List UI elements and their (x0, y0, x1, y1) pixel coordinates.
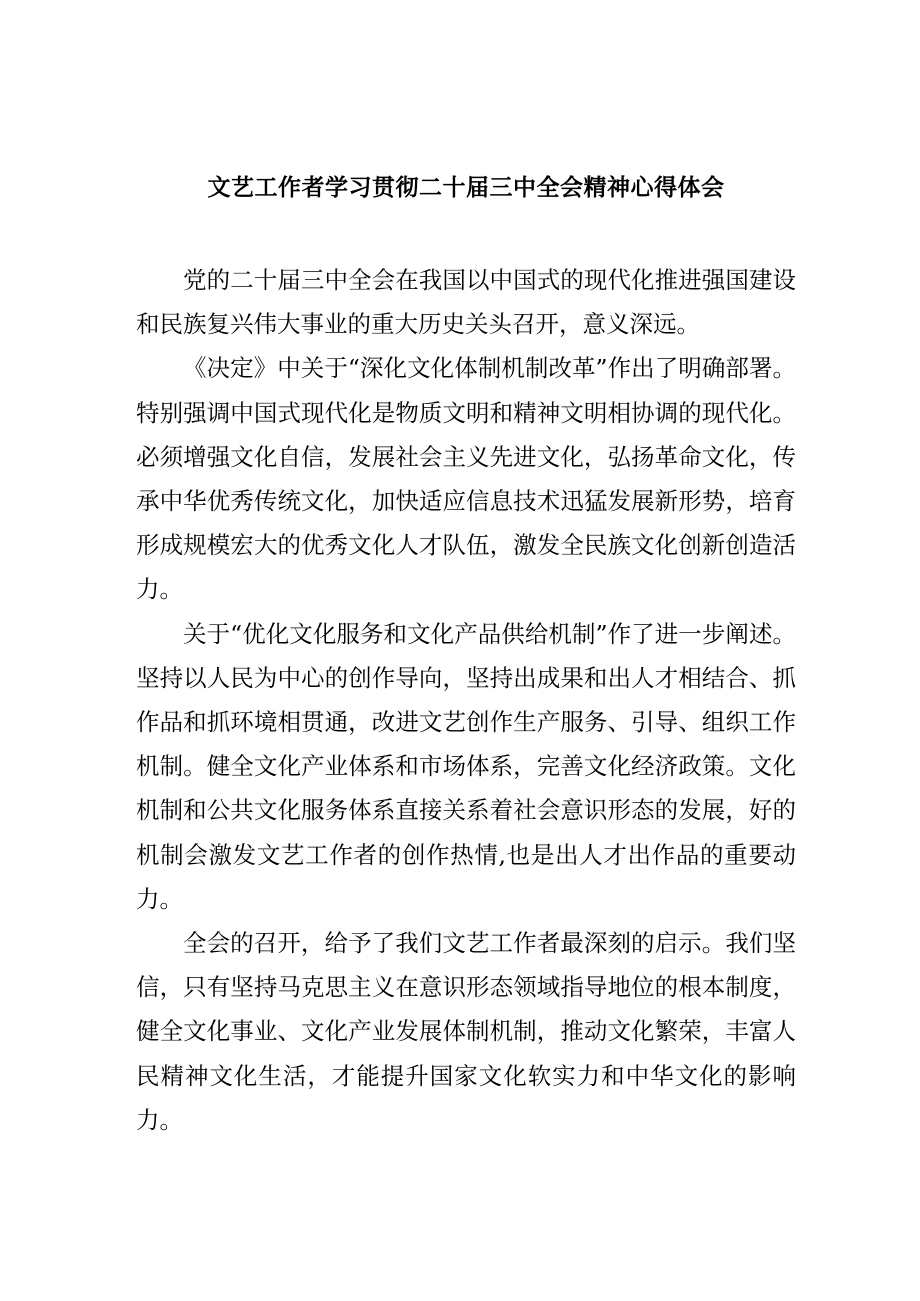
paragraph-2: 《决定》中关于“深化文化体制机制改革”作出了明确部署。特别强调中国式现代化是物质文明和精神文明相协调的现代化。必须增强文化自信，发展社会主义先进文化，弘扬革命文化，传承中华优秀传统文化，加快适应信息技术迅猛发展新形势，培育形成规模宏大的优秀文化人才队伍，激发全民族文化创新创造活力。 (136, 354, 796, 604)
document-title: 文艺工作者学习贯彻二十届三中全会精神心得体会 (207, 174, 725, 201)
paragraph-3: 关于“优化文化服务和文化产品供给机制”作了进一步阐述。坚持以人民为中心的创作导向，坚持出成果和出人才相结合、抓作品和抓环境相贯通，改进文艺创作生产服务、引导、组织工作机制。健全文化产业体系和市场体系，完善文化经济政策。文化机制和公共文化服务体系直接关系着社会意识形态的发展，好的机制会激发文艺工作者的创作热情,也是出人才出作品的重要动力。 (136, 619, 796, 913)
document-body (136, 258, 796, 1142)
paragraph-4: 全会的召开，给予了我们文艺工作者最深刻的启示。我们坚信，只有坚持马克思主义在意识形态领域指导地位的根本制度，健全文化事业、文化产业发展体制机制，推动文化繁荣，丰富人民精神文化生活，才能提升国家文化软实力和中华文化的影响力。 (136, 929, 796, 1134)
paragraph-1: 党的二十届三中全会在我国以中国式的现代化推进强国建设和民族复兴伟大事业的重大历史关头召开，意义深远。 (136, 266, 796, 339)
